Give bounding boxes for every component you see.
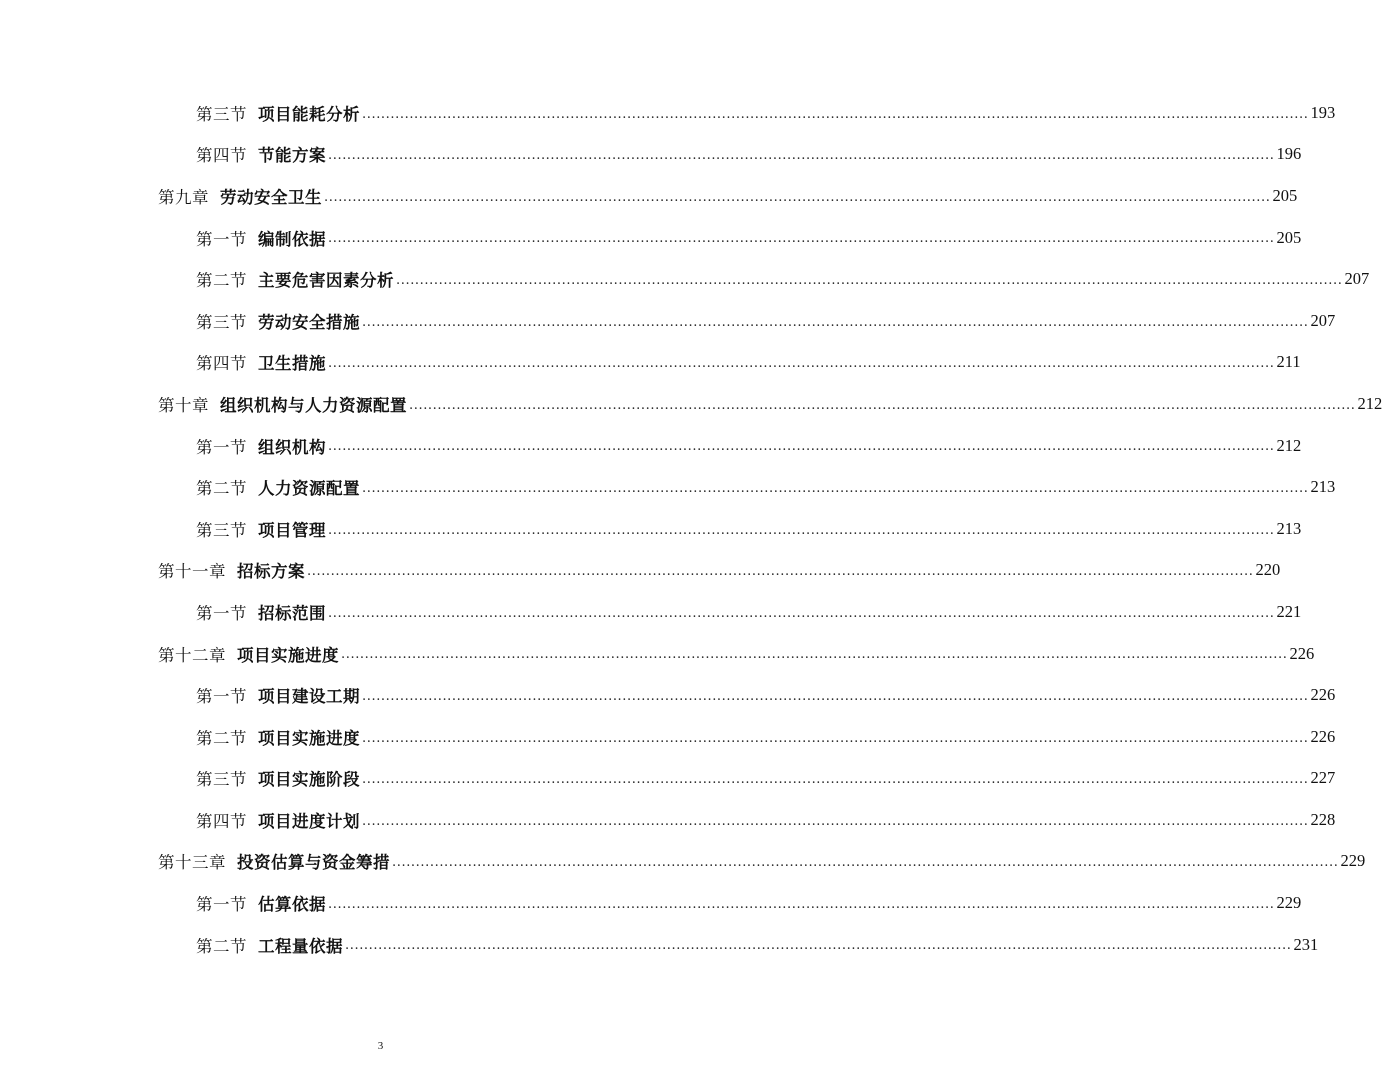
toc-entry-title: 劳动安全措施 xyxy=(258,312,360,332)
dot-leader: ........................................................................................................................................................................................................ xyxy=(328,148,1275,164)
toc-entry-title: 劳动安全卫生 xyxy=(220,187,322,207)
toc-entry-page: 226 xyxy=(1289,643,1315,663)
dot-leader: ........................................................................................................................................................................................................ xyxy=(324,189,1271,205)
toc-entry-title: 项目建设工期 xyxy=(258,687,360,707)
toc-entry-page: 226 xyxy=(1310,685,1336,705)
toc-entry[interactable] xyxy=(0,882,1302,924)
toc-entry-label: 第二节 xyxy=(196,271,247,291)
toc-entry-label: 第二节 xyxy=(196,936,247,956)
toc-entry-title: 投资估算与资金筹措 xyxy=(237,853,390,873)
dot-leader: ........................................................................................................................................................................................................ xyxy=(362,480,1309,496)
toc-entry-page: 205 xyxy=(1272,185,1298,205)
toc-entry[interactable] xyxy=(0,134,1302,176)
toc-entry[interactable] xyxy=(0,466,1336,508)
toc-entry-page: 229 xyxy=(1340,851,1366,871)
toc-entry-page: 213 xyxy=(1310,477,1336,497)
toc-entry-page: 221 xyxy=(1276,601,1302,621)
toc-entry[interactable] xyxy=(0,633,1315,675)
toc-entry-page: 211 xyxy=(1276,352,1301,372)
dot-leader: ........................................................................................................................................................................................................ xyxy=(345,938,1292,954)
toc-entry-title: 项目实施进度 xyxy=(258,728,360,748)
toc-entry-title: 项目实施阶段 xyxy=(258,770,360,790)
dot-leader: ........................................................................................................................................................................................................ xyxy=(362,813,1309,829)
toc-entry-label: 第十章 xyxy=(158,395,209,415)
dot-leader: ........................................................................................................................................................................................................ xyxy=(362,314,1309,330)
toc-entry[interactable] xyxy=(0,508,1302,550)
toc-entry-label: 第二节 xyxy=(196,728,247,748)
dot-leader: ........................................................................................................................................................................................................ xyxy=(409,397,1356,413)
toc-entry[interactable] xyxy=(0,841,1366,883)
toc-entry-label: 第四节 xyxy=(196,354,247,374)
toc-entry-label: 第三节 xyxy=(196,520,247,540)
toc-entry-page: 228 xyxy=(1310,809,1336,829)
toc-entry[interactable] xyxy=(0,342,1301,384)
toc-entry-label: 第三节 xyxy=(196,312,247,332)
toc-entry[interactable] xyxy=(0,550,1281,592)
table-of-contents xyxy=(0,92,1382,965)
toc-entry-label: 第三节 xyxy=(196,770,247,790)
dot-leader: ........................................................................................................................................................................................................ xyxy=(362,772,1309,788)
dot-leader: ........................................................................................................................................................................................................ xyxy=(396,272,1343,288)
toc-entry-page: 196 xyxy=(1276,144,1302,164)
toc-entry[interactable] xyxy=(0,716,1336,758)
toc-entry-title: 项目能耗分析 xyxy=(258,104,360,124)
toc-entry[interactable] xyxy=(0,674,1336,716)
dot-leader: ........................................................................................................................................................................................................ xyxy=(328,522,1275,538)
toc-entry-title: 人力资源配置 xyxy=(258,479,360,499)
toc-entry-page: 220 xyxy=(1255,560,1281,580)
toc-entry-title: 项目实施进度 xyxy=(237,645,339,665)
toc-entry[interactable] xyxy=(0,425,1302,467)
toc-entry-title: 卫生措施 xyxy=(258,354,326,374)
toc-entry-label: 第三节 xyxy=(196,104,247,124)
toc-entry-page: 207 xyxy=(1310,310,1336,330)
toc-entry-title: 项目管理 xyxy=(258,520,326,540)
toc-entry-label: 第一节 xyxy=(196,229,247,249)
toc-entry-title: 估算依据 xyxy=(258,895,326,915)
toc-entry[interactable] xyxy=(0,591,1302,633)
page-number: 3 xyxy=(377,1040,384,1052)
dot-leader: ........................................................................................................................................................................................................ xyxy=(392,855,1339,871)
toc-entry-label: 第十一章 xyxy=(158,562,226,582)
toc-entry-title: 组织机构 xyxy=(258,437,326,457)
toc-entry-page: 212 xyxy=(1357,393,1382,413)
dot-leader: ........................................................................................................................................................................................................ xyxy=(362,106,1309,122)
dot-leader: ........................................................................................................................................................................................................ xyxy=(328,231,1275,247)
toc-entry-title: 招标方案 xyxy=(237,562,305,582)
toc-entry-label: 第一节 xyxy=(196,437,247,457)
toc-entry-label: 第十三章 xyxy=(158,853,226,873)
toc-entry-label: 第二节 xyxy=(196,479,247,499)
toc-entry-title: 组织机构与人力资源配置 xyxy=(220,395,407,415)
dot-leader: ........................................................................................................................................................................................................ xyxy=(341,647,1288,663)
dot-leader: ........................................................................................................................................................................................................ xyxy=(307,564,1254,580)
toc-entry-page: 226 xyxy=(1310,726,1336,746)
toc-entry-label: 第一节 xyxy=(196,603,247,623)
toc-entry[interactable] xyxy=(0,258,1370,300)
dot-leader: ........................................................................................................................................................................................................ xyxy=(328,439,1275,455)
toc-entry-title: 项目进度计划 xyxy=(258,811,360,831)
toc-entry-page: 193 xyxy=(1310,102,1336,122)
toc-entry-title: 工程量依据 xyxy=(258,936,343,956)
toc-entry[interactable] xyxy=(0,217,1302,259)
toc-entry-label: 第四节 xyxy=(196,811,247,831)
toc-entry[interactable] xyxy=(0,758,1336,800)
toc-entry-title: 编制依据 xyxy=(258,229,326,249)
toc-entry[interactable] xyxy=(0,175,1298,217)
toc-entry-page: 205 xyxy=(1276,227,1302,247)
toc-entry-title: 招标范围 xyxy=(258,603,326,623)
toc-entry-page: 229 xyxy=(1276,893,1302,913)
toc-entry[interactable] xyxy=(0,92,1336,134)
dot-leader: ........................................................................................................................................................................................................ xyxy=(328,356,1275,372)
dot-leader: ........................................................................................................................................................................................................ xyxy=(362,688,1309,704)
toc-entry-page: 207 xyxy=(1344,269,1370,289)
toc-entry-page: 231 xyxy=(1293,934,1319,954)
toc-entry-label: 第十二章 xyxy=(158,645,226,665)
toc-entry-title: 节能方案 xyxy=(258,146,326,166)
toc-entry-label: 第九章 xyxy=(158,187,209,207)
dot-leader: ........................................................................................................................................................................................................ xyxy=(328,605,1275,621)
toc-entry-title: 主要危害因素分析 xyxy=(258,271,394,291)
toc-entry-label: 第一节 xyxy=(196,895,247,915)
toc-entry[interactable] xyxy=(0,383,1382,425)
toc-entry[interactable] xyxy=(0,300,1336,342)
toc-entry-page: 213 xyxy=(1276,518,1302,538)
dot-leader: ........................................................................................................................................................................................................ xyxy=(328,896,1275,912)
toc-entry[interactable] xyxy=(0,924,1319,966)
toc-entry-page: 212 xyxy=(1276,435,1302,455)
toc-entry-label: 第四节 xyxy=(196,146,247,166)
dot-leader: ........................................................................................................................................................................................................ xyxy=(362,730,1309,746)
toc-entry[interactable] xyxy=(0,799,1336,841)
toc-entry-page: 227 xyxy=(1310,768,1336,788)
toc-entry-label: 第一节 xyxy=(196,687,247,707)
